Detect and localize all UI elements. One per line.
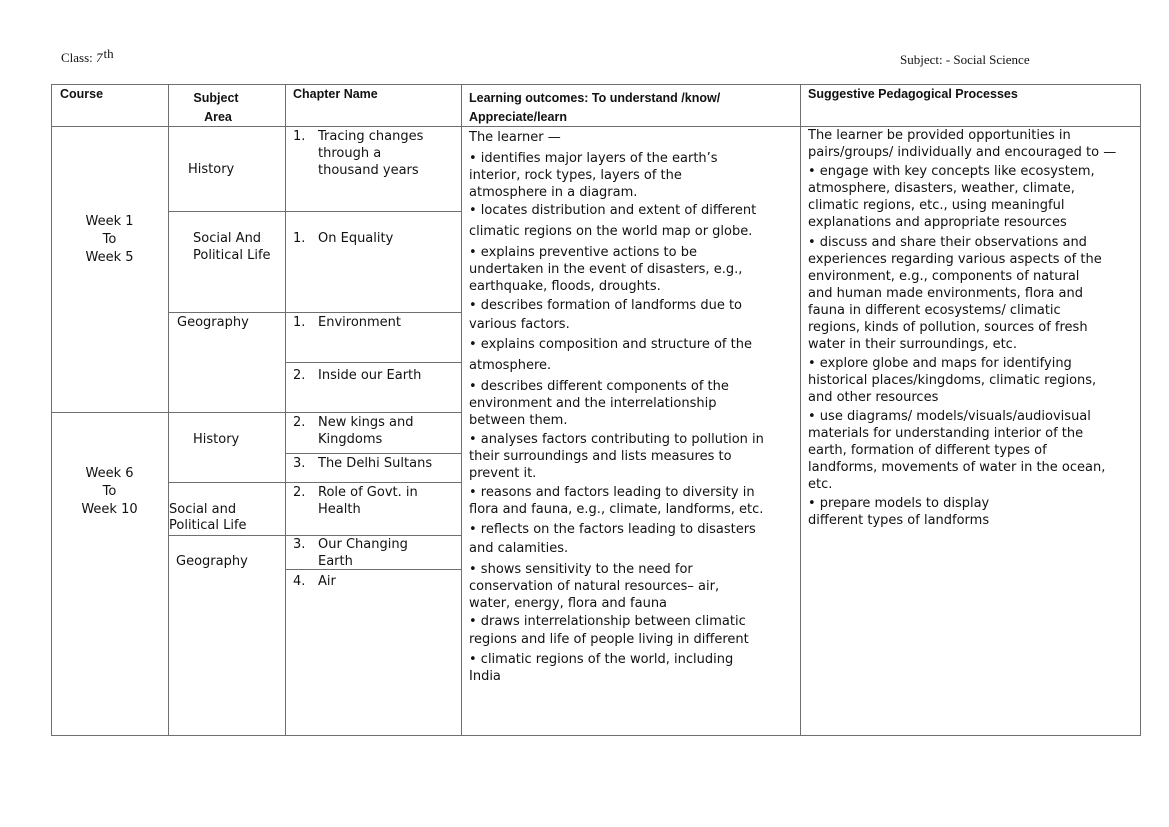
chapter-title-line: Kingdoms (318, 432, 383, 447)
learning-outcome-line: • explains composition and structure of the (469, 337, 752, 352)
week-end: Week 10 (81, 502, 138, 517)
pedagogical-process-line: The learner be provided opportunities in (808, 128, 1071, 143)
subject-history: History (188, 162, 235, 177)
pedagogical-process-line: fauna in different ecosystems/ climatic (808, 303, 1061, 318)
pedagogical-process-line: earth, formation of different types of (808, 443, 1047, 458)
chapter-number: 2. (293, 415, 306, 430)
pedagogical-process-line: climatic regions, etc., using meaningful (808, 198, 1065, 213)
learning-outcome-line: flora and fauna, e.g., climate, landforms, etc. (469, 502, 764, 517)
chapter-title-line: Health (318, 502, 361, 517)
learning-outcome-line: • locates distribution and extent of different (469, 203, 757, 218)
learning-outcome-line: various factors. (469, 317, 570, 332)
pedagogical-process-line: explanations and appropriate resources (808, 215, 1067, 230)
pedagogical-process-line: historical places/kingdoms, climatic regions, (808, 373, 1097, 388)
pedagogical-process-line: • engage with key concepts like ecosystem, (808, 164, 1095, 179)
pedagogical-process-line: • explore globe and maps for identifying (808, 356, 1072, 371)
pedagogical-process-line: • prepare models to display (808, 496, 990, 511)
chapter-title-line: On Equality (318, 231, 394, 246)
pedagogical-process-line: pairs/groups/ individually and encouraged to — (808, 145, 1117, 160)
learning-outcome-line: • explains preventive actions to be (469, 245, 697, 260)
learning-outcome-line: atmosphere. (469, 358, 552, 373)
subject-line: Social And (193, 231, 262, 246)
week-range-2 (51, 465, 168, 519)
learning-outcome-line: • reasons and factors leading to diversity in (469, 485, 755, 500)
chapter-number: 2. (293, 368, 306, 383)
learning-outcome-line: The learner — (469, 130, 561, 145)
learning-outcome-line: prevent it. (469, 466, 537, 481)
week-to: To (102, 484, 117, 499)
learning-outcome-line: • draws interrelationship between climatic (469, 614, 746, 629)
chapter-title-line: through a (318, 146, 382, 161)
learning-outcome-line: undertaken in the event of disasters, e.g., (469, 262, 743, 277)
chapter-number: 2. (293, 485, 306, 500)
learning-outcome-line: • describes formation of landforms due to (469, 298, 743, 313)
pedagogical-process-line: and human made environments, flora and (808, 286, 1083, 301)
learning-outcome-line: • identifies major layers of the earth’s (469, 151, 718, 166)
header-learning-outcomes-cont: Appreciate/learn (469, 110, 567, 124)
learning-outcome-line: regions and life of people living in different (469, 632, 749, 647)
chapter-title-line: Our Changing (318, 537, 408, 552)
pedagogical-process-line: and other resources (808, 390, 939, 405)
header-pedagogical-processes: Suggestive Pedagogical Processes (808, 87, 1018, 101)
class-superscript: th (103, 46, 114, 61)
chapter-number: 1. (293, 315, 306, 330)
subject-line: Political Life (169, 518, 247, 533)
chapter-title-line: The Delhi Sultans (318, 456, 433, 471)
pedagogical-process-line: etc. (808, 477, 833, 492)
learning-outcome-line: atmosphere in a diagram. (469, 185, 638, 200)
chapter-title-line: thousand years (318, 163, 419, 178)
chapter-title-line: Air (318, 574, 336, 589)
week-range-1 (51, 213, 168, 267)
header-subject: Subject (193, 91, 239, 105)
learning-outcome-line: India (469, 669, 501, 684)
header-chapter-name: Chapter Name (293, 87, 378, 101)
chapter-number: 3. (293, 537, 306, 552)
subject-social-political-life (193, 230, 271, 264)
header-area: Area (204, 110, 232, 124)
learning-outcome-line: between them. (469, 413, 568, 428)
learning-outcome-line: interior, rock types, layers of the (469, 168, 682, 183)
week-start: Week 1 (85, 214, 134, 229)
learning-outcome-line: • describes different components of the (469, 379, 729, 394)
pedagogical-process-line: regions, kinds of pollution, sources of fresh (808, 320, 1088, 335)
chapter-title-line: New kings and (318, 415, 414, 430)
class-label (61, 46, 114, 66)
learning-outcome-line: climatic regions on the world map or globe. (469, 224, 753, 239)
pedagogical-process-line: water in their surroundings, etc. (808, 337, 1017, 352)
subject-line: Political Life (193, 248, 271, 263)
pedagogical-process-line: • discuss and share their observations and (808, 235, 1087, 250)
pedagogical-process-line: environment, e.g., components of natural (808, 269, 1080, 284)
learning-outcome-line: water, energy, flora and fauna (469, 596, 668, 611)
pedagogical-process-line: experiences regarding various aspects of the (808, 252, 1102, 267)
learning-outcome-line: earthquake, floods, droughts. (469, 279, 661, 294)
week-to: To (102, 232, 117, 247)
learning-outcome-line: • reflects on the factors leading to disasters (469, 522, 756, 537)
chapter-title-line: Inside our Earth (318, 368, 422, 383)
learning-outcome-line: • shows sensitivity to the need for (469, 562, 693, 577)
pedagogical-process-line: materials for understanding interior of the (808, 426, 1084, 441)
subject-label: Subject: - Social Science (900, 52, 1030, 67)
chapter-title-line: Earth (318, 554, 353, 569)
learning-outcome-line: their surroundings and lists measures to (469, 449, 732, 464)
subject-geography: Geography (177, 315, 249, 330)
pedagogical-process-line: • use diagrams/ models/visuals/audiovisual (808, 409, 1091, 424)
chapter-title-line: Role of Govt. in (318, 485, 418, 500)
header-learning-outcomes: Learning outcomes: To understand /know/ (469, 91, 721, 105)
chapter-number: 1. (293, 129, 306, 144)
learning-outcome-line: environment and the interrelationship (469, 396, 717, 411)
learning-outcome-line: and calamities. (469, 541, 569, 556)
week-start: Week 6 (85, 466, 134, 481)
chapter-number: 3. (293, 456, 306, 471)
header-course: Course (60, 87, 104, 101)
learning-outcome-line: • climatic regions of the world, including (469, 652, 734, 667)
subject-line: Social and (169, 502, 237, 517)
learning-outcome-line: conservation of natural resources– air, (469, 579, 720, 594)
subject-history: History (193, 432, 240, 447)
chapter-title-line: Tracing changes (318, 129, 424, 144)
class-value: 7 (96, 50, 103, 65)
pedagogical-process-line: atmosphere, disasters, weather, climate, (808, 181, 1075, 196)
learning-outcome-line: • analyses factors contributing to pollution in (469, 432, 764, 447)
class-label-text: Class: (61, 50, 93, 65)
chapter-title-line: Environment (318, 315, 402, 330)
week-end: Week 5 (85, 250, 134, 265)
subject-social-political-life (169, 502, 247, 534)
pedagogical-process-line: landforms, movements of water in the ocean, (808, 460, 1106, 475)
chapter-number: 4. (293, 574, 306, 589)
pedagogical-process-line: different types of landforms (808, 513, 990, 528)
subject-geography: Geography (176, 554, 248, 569)
chapter-number: 1. (293, 231, 306, 246)
